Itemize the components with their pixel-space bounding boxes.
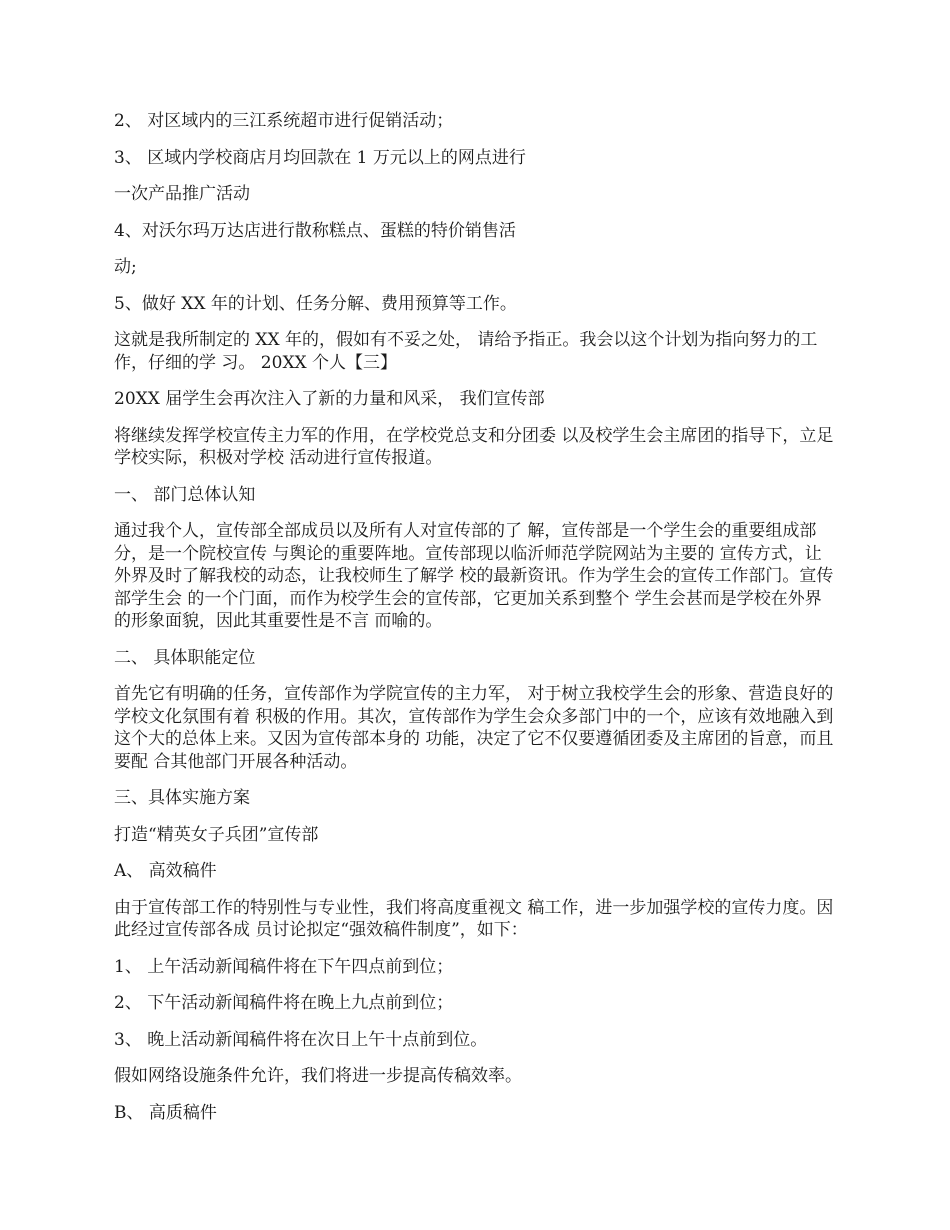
subsection-heading: B、 高质稿件 [114,1102,217,1123]
paragraph: 4、对沃尔玛万达店进行散称糕点、蛋糕的特价销售活 [114,220,516,241]
paragraph: 一次产品推广活动 [114,184,250,204]
list-item: 2、 下午活动新闻稿件将在晚上九点前到位； [114,993,454,1013]
paragraph: 由于宣传部工作的特别性与专业性，我们将高度重视文 稿工作，进一步加强学校的宣传力度。因此经过宣传部各成 员讨论拟定“强效稿件制度”，如下： [114,897,834,940]
paragraph: 3、 区域内学校商店月均回款在 1 万元以上的网点进行 [114,147,526,168]
subsection-heading: A、 高效稿件 [114,861,217,881]
paragraph: 这就是我所制定的 XX 年的，假如有不妥之处， 请给予指正。我会以这个计划为指向努力的工作，仔细的学 习。 20XX 个人【三】 [114,330,818,373]
paragraph: 将继续发挥学校宣传主力军的作用，在学校党总支和分团委 以及校学生会主席团的指导下，立足学校实际，积极对学校 活动进行宣传报道。 [114,425,834,468]
paragraph: 动; [114,257,137,277]
list-item: 1、 上午活动新闻稿件将在下午四点前到位； [114,956,454,977]
paragraph: 5、做好 XX 年的计划、任务分解、费用预算等工作。 [114,293,517,314]
list-item: 3、 晚上活动新闻稿件将在次日上午十点前到位。 [114,1029,488,1050]
paragraph: 20XX 届学生会再次注入了新的力量和风采， 我们宣传部 [114,389,545,409]
document-body [114,110,836,1138]
section-heading: 一、 部门总体认知 [114,484,256,505]
section-heading: 三、具体实施方案 [114,788,250,808]
paragraph: 假如网络设施条件允许，我们将进一步提高传稿效率。 [114,1066,522,1086]
paragraph: 打造“精英女子兵团”宣传部 [114,824,319,845]
paragraph: 首先它有明确的任务，宣传部作为学院宣传的主力军， 对于树立我校学生会的形象、营造良好的学校文化氛围有着 积极的作用。其次，宣传部作为学生会众多部门中的一个，应该有效地融入到这个大的总体上来。又因为宣传部本身的 功能，决定了它不仅要遵循团委及主席团的旨意，而且要配 合其他部门开展各种活动。 [114,684,834,772]
paragraph: 通过我个人，宣传部全部成员以及所有人对宣传部的了 解，宣传部是一个学生会的重要组成部分，是一个院校宣传 与舆论的重要阵地。宣传部现以临沂师范学院网站为主要的 宣传方式，让外界及时了解我校的动态，让我校师生了解学 校的最新资讯。作为学生会的宣传工作部门。宣传部学生会 的一个门面，而作为校学生会的宣传部，它更加关系到整个 学生会甚而是学校在外界的形象面貌，因此其重要性是不言 而喻的。 [114,521,834,631]
section-heading: 二、 具体职能定位 [114,647,256,668]
paragraph: 2、 对区域内的三江系统超市进行促销活动； [114,111,454,131]
